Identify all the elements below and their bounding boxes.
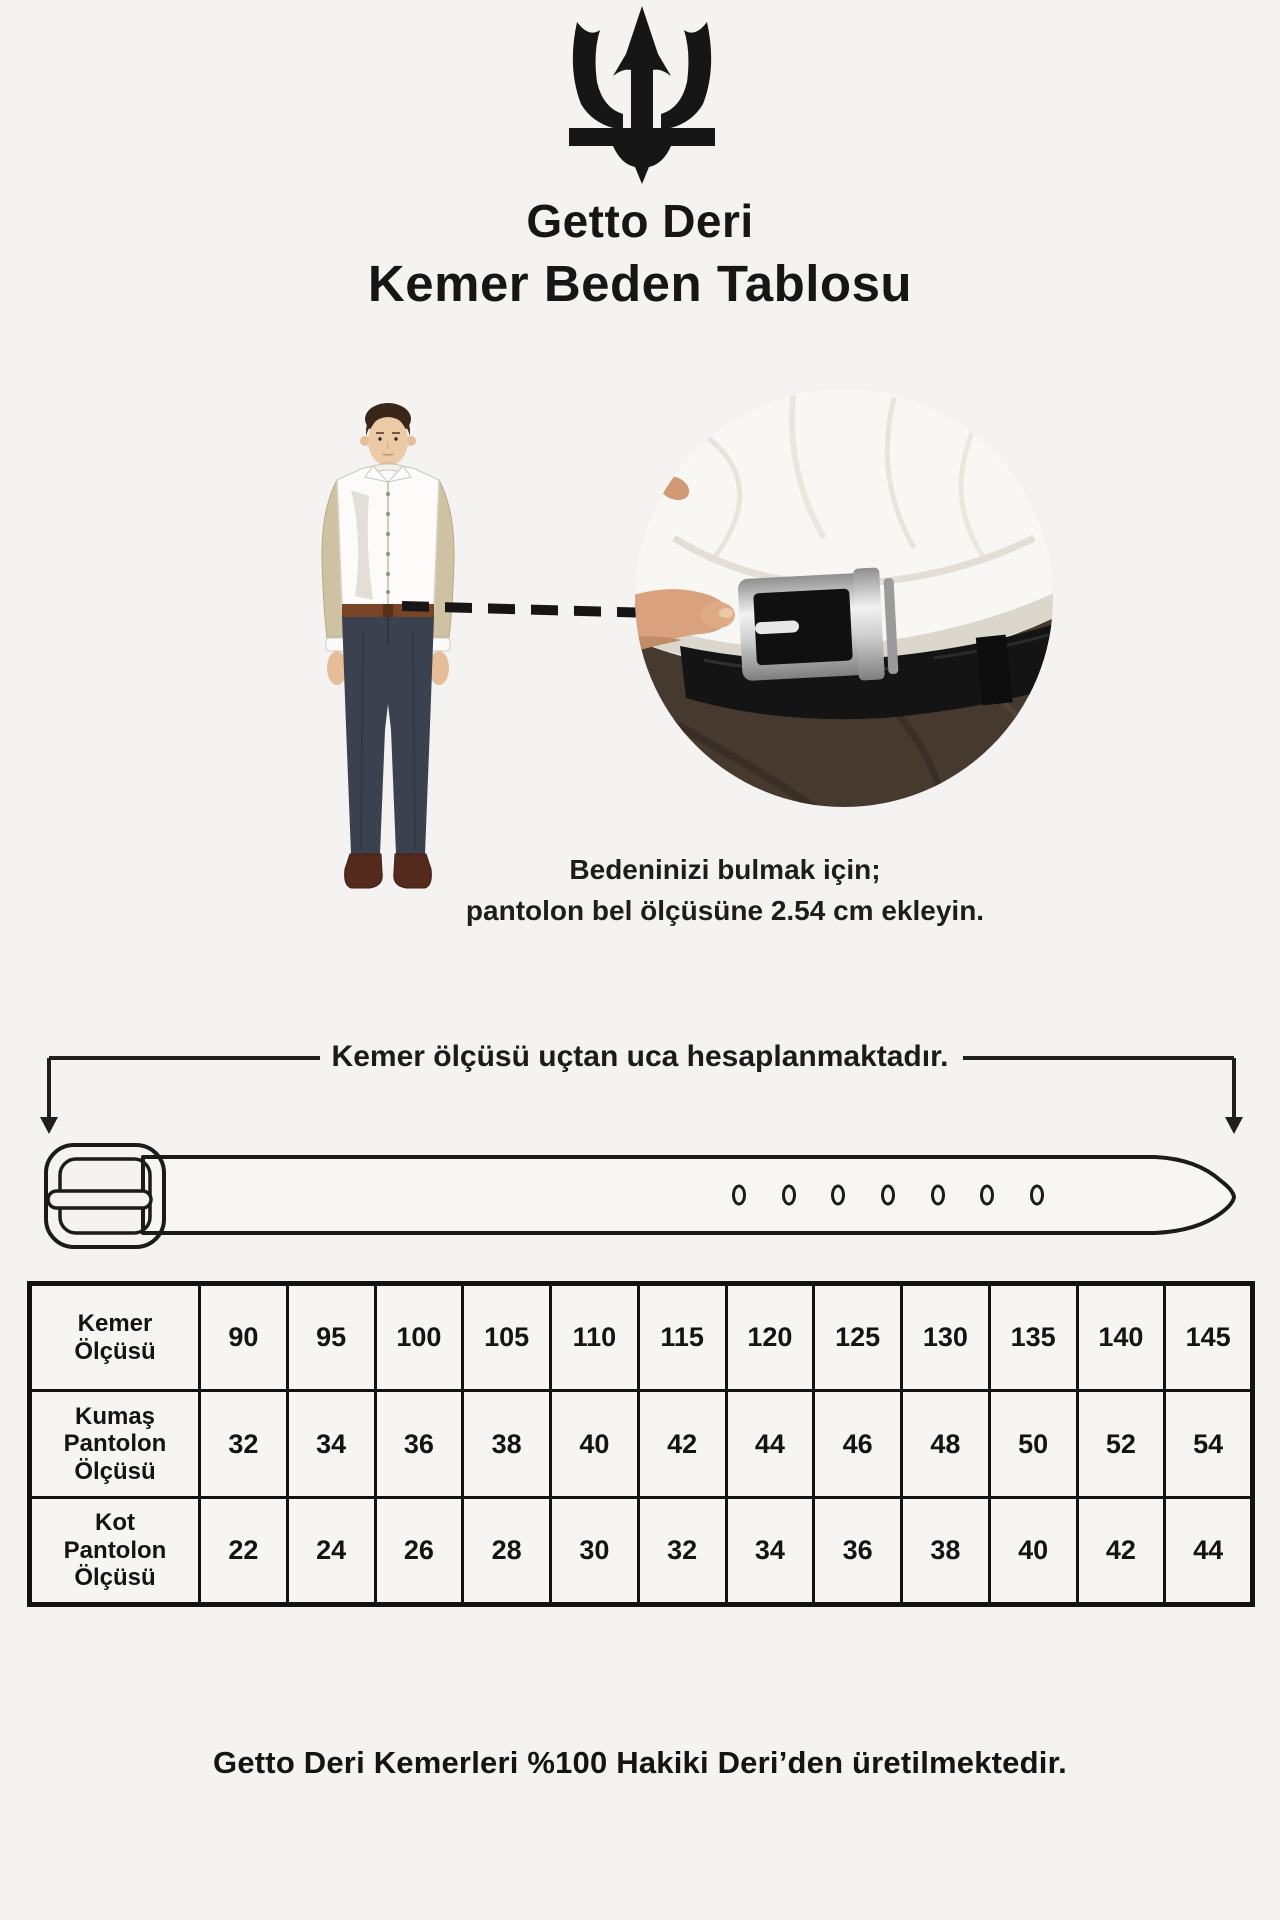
table-cell: 115 bbox=[638, 1284, 726, 1391]
table-cell: 95 bbox=[287, 1284, 375, 1391]
row-header: Kot Pantolon Ölçüsü bbox=[30, 1498, 200, 1605]
table-cell: 135 bbox=[989, 1284, 1077, 1391]
table-cell: 34 bbox=[287, 1391, 375, 1498]
table-cell: 26 bbox=[375, 1498, 463, 1605]
man-illustration-icon bbox=[293, 392, 483, 902]
row-header: Kemer Ölçüsü bbox=[30, 1284, 200, 1391]
size-table bbox=[27, 1281, 1255, 1607]
table-cell: 36 bbox=[375, 1391, 463, 1498]
table-cell: 52 bbox=[1077, 1391, 1165, 1498]
table-cell: 100 bbox=[375, 1284, 463, 1391]
table-cell: 32 bbox=[638, 1498, 726, 1605]
waist-belt-photo bbox=[634, 388, 1054, 808]
table-cell: 120 bbox=[726, 1284, 814, 1391]
table-cell: 30 bbox=[551, 1498, 639, 1605]
table-cell: 50 bbox=[989, 1391, 1077, 1498]
table-row-belt-size bbox=[30, 1284, 1253, 1391]
trident-icon bbox=[567, 6, 717, 184]
table-cell: 38 bbox=[902, 1498, 990, 1605]
table-cell: 24 bbox=[287, 1498, 375, 1605]
table-cell: 46 bbox=[814, 1391, 902, 1498]
sizing-instruction-line2: pantolon bel ölçüsüne 2.54 cm ekleyin. bbox=[465, 895, 985, 926]
table-row-fabric-pants bbox=[30, 1391, 1253, 1498]
table-cell: 130 bbox=[902, 1284, 990, 1391]
table-cell: 48 bbox=[902, 1391, 990, 1498]
table-cell: 40 bbox=[551, 1391, 639, 1498]
table-cell: 125 bbox=[814, 1284, 902, 1391]
footer-note: Getto Deri Kemerleri %100 Hakiki Deri’den üretilmektedir. bbox=[213, 1745, 1067, 1780]
row-header: Kumaş Pantolon Ölçüsü bbox=[30, 1391, 200, 1498]
sizing-instruction-line1: Bedeninizi bulmak için; bbox=[569, 854, 881, 885]
table-cell: 44 bbox=[1165, 1498, 1253, 1605]
sizing-instruction bbox=[390, 849, 1060, 931]
page-title: Kemer Beden Tablosu bbox=[367, 255, 913, 312]
table-cell: 110 bbox=[551, 1284, 639, 1391]
table-cell: 90 bbox=[200, 1284, 288, 1391]
table-row-jeans bbox=[30, 1498, 1253, 1605]
table-cell: 105 bbox=[463, 1284, 551, 1391]
table-cell: 44 bbox=[726, 1391, 814, 1498]
table-cell: 42 bbox=[1077, 1498, 1165, 1605]
belt-diagram-icon bbox=[25, 1115, 1255, 1285]
table-cell: 42 bbox=[638, 1391, 726, 1498]
table-cell: 54 bbox=[1165, 1391, 1253, 1498]
table-cell: 32 bbox=[200, 1391, 288, 1498]
table-cell: 38 bbox=[463, 1391, 551, 1498]
brand-title: Getto Deri bbox=[526, 195, 754, 247]
table-cell: 34 bbox=[726, 1498, 814, 1605]
table-cell: 40 bbox=[989, 1498, 1077, 1605]
table-cell: 28 bbox=[463, 1498, 551, 1605]
measure-label: Kemer ölçüsü uçtan uca hesaplanmaktadır. bbox=[331, 1040, 949, 1073]
table-cell: 22 bbox=[200, 1498, 288, 1605]
table-cell: 36 bbox=[814, 1498, 902, 1605]
table-cell: 140 bbox=[1077, 1284, 1165, 1391]
table-cell: 145 bbox=[1165, 1284, 1253, 1391]
